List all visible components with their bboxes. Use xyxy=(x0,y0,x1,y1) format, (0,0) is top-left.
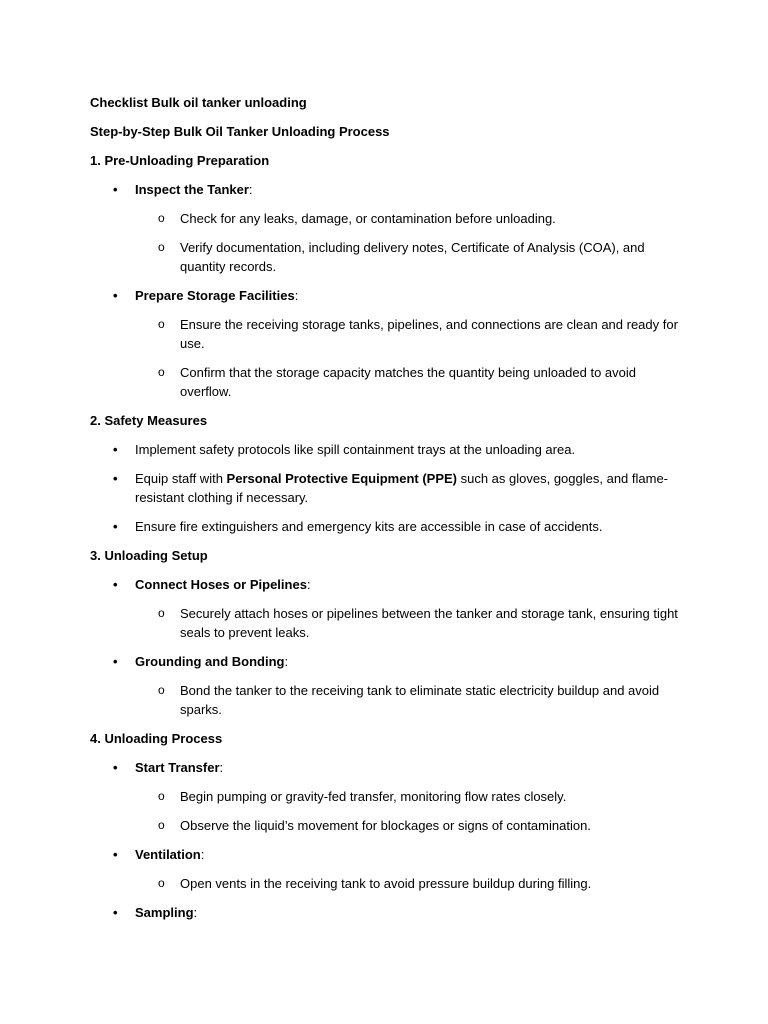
sub-item xyxy=(90,681,680,719)
colon: : xyxy=(193,905,198,920)
bullet-icon: • xyxy=(113,471,118,486)
colon: : xyxy=(306,577,311,592)
item-text-post: such as gloves, goggles, and flame-resistant clothing if necessary. xyxy=(135,471,669,505)
colon: : xyxy=(248,182,253,197)
sub-item-text: Open vents in the receiving tank to avoid pressure buildup during filling. xyxy=(180,876,592,891)
sub-item xyxy=(90,816,680,835)
list-item xyxy=(90,517,680,536)
list-item-grounding xyxy=(90,652,680,671)
section-heading-pre-unloading: 1. Pre-Unloading Preparation xyxy=(90,153,270,168)
item-label: Sampling xyxy=(135,905,194,920)
item-label: Inspect the Tanker xyxy=(135,182,249,197)
section-heading-process: 4. Unloading Process xyxy=(90,731,223,746)
bullet-icon: • xyxy=(113,905,118,920)
list-item xyxy=(90,440,680,459)
item-text-pre: Equip staff with xyxy=(135,471,227,486)
colon: : xyxy=(284,654,289,669)
bullet-icon: • xyxy=(113,760,118,775)
colon: : xyxy=(219,760,224,775)
colon: : xyxy=(200,847,205,862)
item-label: Ventilation xyxy=(135,847,201,862)
sub-bullet-icon: o xyxy=(158,365,165,379)
document-title: Checklist Bulk oil tanker unloading xyxy=(90,95,307,110)
sub-item xyxy=(90,315,680,353)
sub-bullet-icon: o xyxy=(158,876,165,890)
sub-bullet-icon: o xyxy=(158,789,165,803)
sub-item-text: Verify documentation, including delivery notes, Certificate of Analysis (COA), and quantity records. xyxy=(180,240,645,274)
item-label: Prepare Storage Facilities xyxy=(135,288,295,303)
sub-bullet-icon: o xyxy=(158,683,165,697)
sub-bullet-icon: o xyxy=(158,240,165,254)
item-text: Ensure fire extinguishers and emergency kits are accessible in case of accidents. xyxy=(135,519,603,534)
list-item-inspect-tanker xyxy=(90,180,680,199)
sub-item-text: Begin pumping or gravity-fed transfer, monitoring flow rates closely. xyxy=(180,789,567,804)
colon: : xyxy=(294,288,299,303)
document-body xyxy=(90,93,680,932)
item-text: Implement safety protocols like spill containment trays at the unloading area. xyxy=(135,442,576,457)
list-item-start-transfer xyxy=(90,758,680,777)
section-heading-setup: 3. Unloading Setup xyxy=(90,548,208,563)
section-heading-safety: 2. Safety Measures xyxy=(90,413,208,428)
sub-bullet-icon: o xyxy=(158,606,165,620)
sub-item-text: Ensure the receiving storage tanks, pipelines, and connections are clean and ready for use. xyxy=(180,317,678,351)
sub-bullet-icon: o xyxy=(158,211,165,225)
bullet-icon: • xyxy=(113,847,118,862)
bullet-icon: • xyxy=(113,519,118,534)
sub-item xyxy=(90,874,680,893)
sub-item xyxy=(90,209,680,228)
sub-item xyxy=(90,238,680,276)
sub-item-text: Securely attach hoses or pipelines between the tanker and storage tank, ensuring tight seals to prevent leaks. xyxy=(180,606,678,640)
list-item-sampling xyxy=(90,903,680,922)
sub-item xyxy=(90,787,680,806)
sub-item-text: Observe the liquid’s movement for blockages or signs of contamination. xyxy=(180,818,591,833)
item-label: Start Transfer xyxy=(135,760,220,775)
ppe-term: Personal Protective Equipment (PPE) xyxy=(226,471,457,486)
bullet-icon: • xyxy=(113,442,118,457)
list-item-prepare-storage xyxy=(90,286,680,305)
process-title: Step-by-Step Bulk Oil Tanker Unloading Process xyxy=(90,124,390,139)
bullet-icon: • xyxy=(113,654,118,669)
sub-item xyxy=(90,604,680,642)
sub-bullet-icon: o xyxy=(158,818,165,832)
sub-item-text: Check for any leaks, damage, or contamination before unloading. xyxy=(180,211,556,226)
sub-item xyxy=(90,363,680,401)
item-label: Grounding and Bonding xyxy=(135,654,285,669)
list-item xyxy=(90,469,680,507)
bullet-icon: • xyxy=(113,288,118,303)
item-label: Connect Hoses or Pipelines xyxy=(135,577,307,592)
sub-bullet-icon: o xyxy=(158,317,165,331)
bullet-icon: • xyxy=(113,577,118,592)
list-item-connect-hoses xyxy=(90,575,680,594)
list-item-ventilation xyxy=(90,845,680,864)
bullet-icon: • xyxy=(113,182,118,197)
sub-item-text: Confirm that the storage capacity matches the quantity being unloaded to avoid overflow. xyxy=(180,365,637,399)
sub-item-text: Bond the tanker to the receiving tank to eliminate static electricity buildup and avoid sparks. xyxy=(180,683,660,717)
